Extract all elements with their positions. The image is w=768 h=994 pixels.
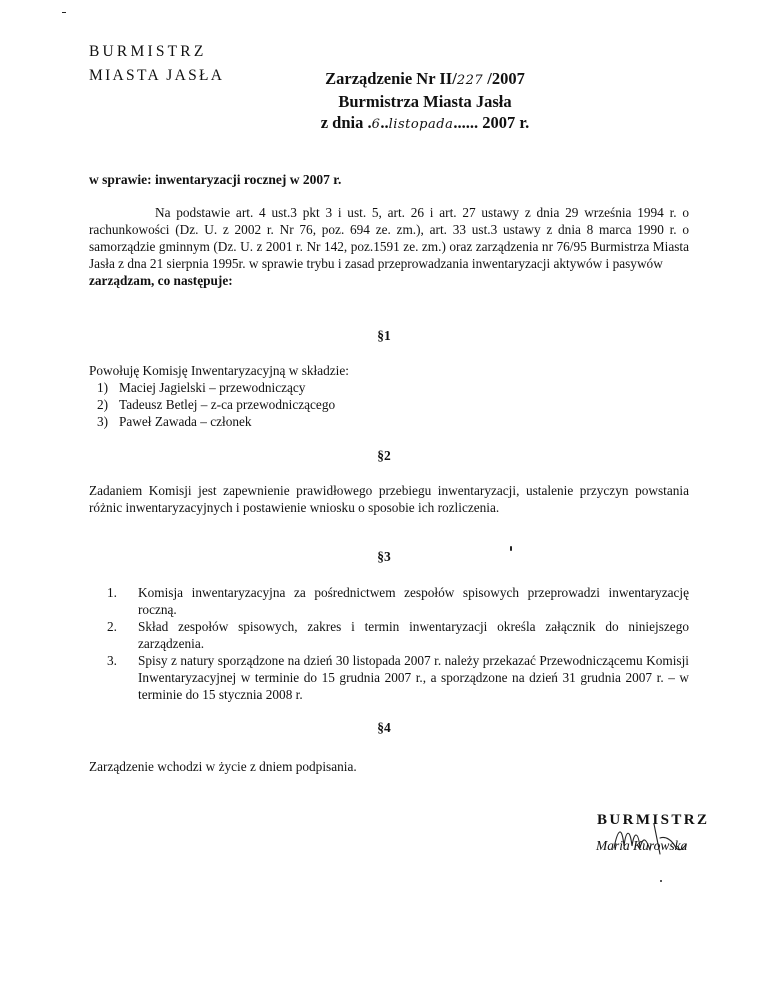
heading-date-prefix: z dnia . [320,113,372,132]
list-item-text: Paweł Zawada – członek [119,414,252,429]
section-3-list [89,584,689,703]
heading-date-suffix: ...... 2007 r. [453,113,530,132]
section-1-heading: §1 [377,328,391,343]
list-item-text: Spisy z natury sporządzone na dzień 30 listopada 2007 r. należy przekazać Przewodniczącemu Komisji Inwentaryzacyjnej w terminie do 15 grudnia 2007 r., a sporządzone na dzień 31 grudnia 2007 r. – w terminie do 15 stycznia 2008 r. [138,653,689,702]
document-subject: w sprawie: inwentaryzacji rocznej w 2007 r. [89,172,342,187]
handwritten-month: listopada [388,117,454,132]
preamble-text: Na podstawie art. 4 ust.3 pkt 3 i ust. 5, art. 26 i art. 27 ustawy z dnia 29 września 1994 r. o rachunkowości (Dz. U. z 2002 r. Nr 76, poz. 694 ze. zm.), art. 33 ust.3 ustawy z dnia 8 marca 1990 r. o samorządzie gminnym (Dz. U. z 2001 r. Nr 142, poz.1591 ze. zm.) oraz zarządzenia nr 76/95 Burmistrza Miasta Jasła z dna 21 sierpnia 1995r. w sprawie trybu i zasad przeprowadzania inwentaryzacji aktywów i pasywów [89,205,689,271]
signatory-name: Maria Kurowska [596,838,688,853]
decree-formula: zarządzam, co następuje: [89,273,233,288]
list-item [89,584,689,618]
heading-number-suffix: /2007 [483,69,525,88]
list-item-number: 1. [107,585,117,600]
stray-dash [62,12,66,13]
issuer-block [89,40,224,88]
list-item-number: 2. [107,619,117,634]
list-item [89,652,689,703]
list-item-number: 3) [97,414,109,429]
heading-date-separator: .. [380,113,389,132]
list-item [97,396,689,413]
issuer-city: MIASTA JASŁA [89,67,225,84]
handwritten-number: 227 [456,73,484,88]
list-item-number: 2) [97,397,109,412]
list-item [97,413,689,430]
handwritten-day: 6 [371,117,381,132]
signature-title: BURMISTRZ [597,812,710,828]
issuer-title: BURMISTRZ [89,43,207,60]
section-4-heading: §4 [377,720,391,735]
list-item [89,618,689,652]
document-heading [240,68,610,135]
section-2-body: Zadaniem Komisji jest zapewnienie prawidłowego przebiegu inwentaryzacji, ustalenie przyczyn powstania różnic inwentaryzacyjnych i postawienie wniosku o sposobie ich rozliczenia. [89,483,689,515]
heading-line-1 [240,68,610,91]
list-item-text: Komisja inwentaryzacyjna za pośrednictwem zespołów spisowych przeprowadzi inwentaryzację roczną. [138,585,689,617]
section-2-heading: §2 [377,448,391,463]
list-item-text: Skład zespołów spisowych, zakres i termin inwentaryzacji określa załącznik do niniejszego zarządzenia. [138,619,689,651]
section-3-heading: §3 [377,549,391,564]
section-3-body [89,584,689,703]
heading-line-2: Burmistrza Miasta Jasła [338,92,512,111]
heading-line-3 [240,112,610,135]
list-item-text: Maciej Jagielski – przewodniczący [119,380,306,395]
preamble [89,204,689,289]
list-item-text: Tadeusz Betlej – z-ca przewodniczącego [119,397,336,412]
stray-dot [660,880,662,882]
list-item-number: 1) [97,380,109,395]
list-item [97,379,689,396]
list-item-number: 3. [107,653,117,668]
section-1-body [89,362,689,430]
section-4-body: Zarządzenie wchodzi w życie z dniem podpisania. [89,759,357,774]
heading-number-prefix: Zarządzenie Nr II/ [325,69,457,88]
section-1-intro: Powołuję Komisję Inwentaryzacyjną w składzie: [89,363,349,378]
commission-members-list [89,379,689,430]
